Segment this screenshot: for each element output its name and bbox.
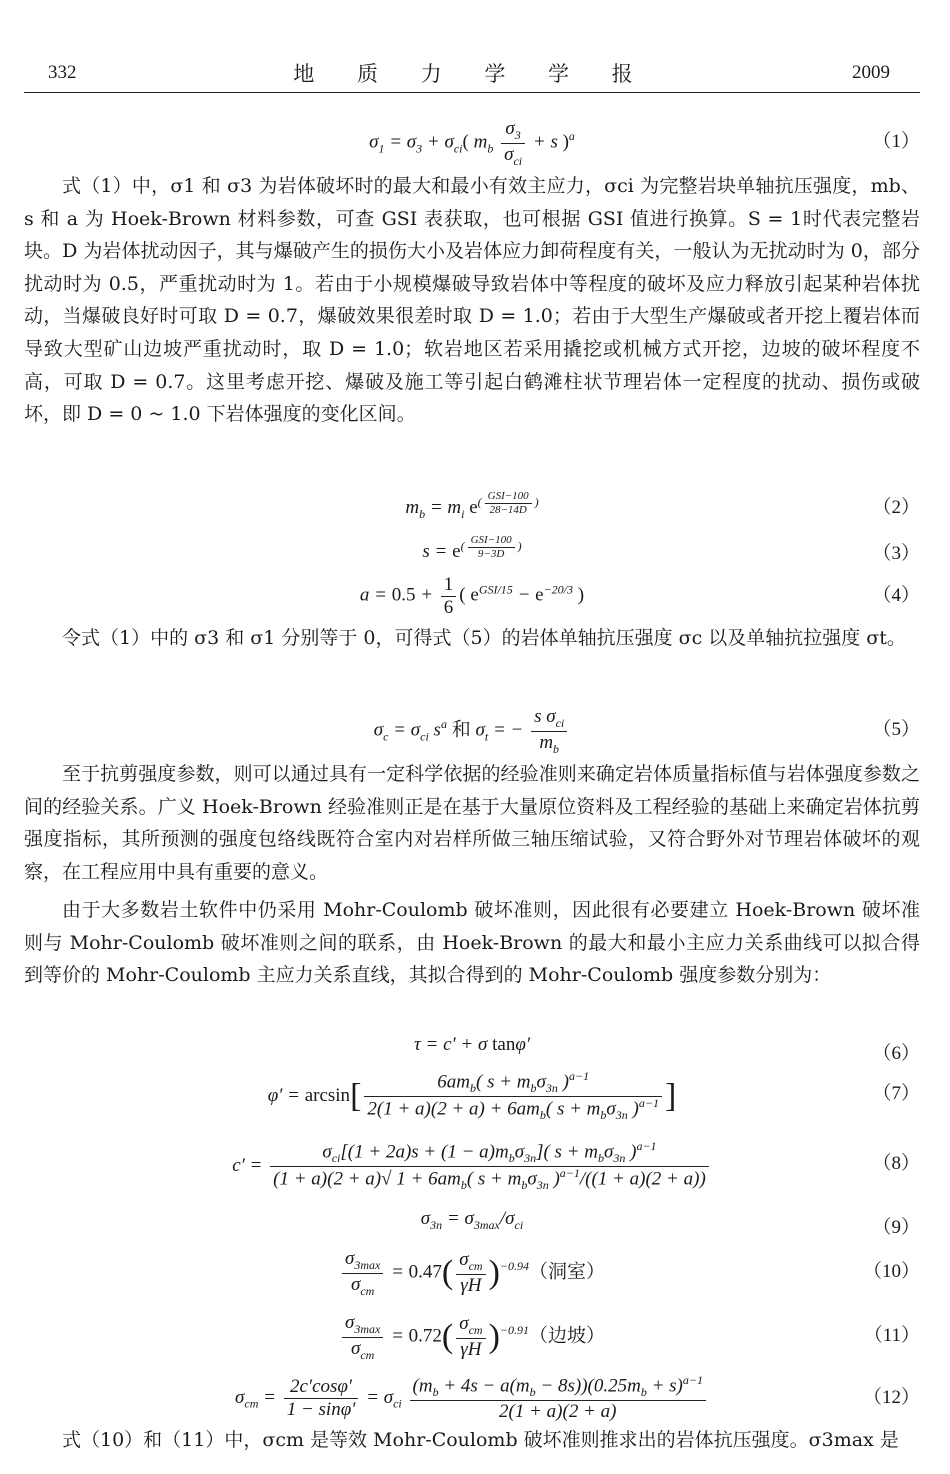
conjunction: 和 <box>451 719 471 741</box>
equation-1: $\sigma_1 = \sigma_3 + \sigma_{ci}$( $m_b$ $\frac{\sigma_3}{\sigma_{ci}}$ + s )$^a$ （1） <box>369 118 920 168</box>
equation-6: τ = c′ + σ tanφ′ （6） <box>413 1034 920 1064</box>
equation-number: （9） <box>872 1217 920 1238</box>
equation-4: a = 0.5 + $\frac{1}{6}$ ( $e^{GSI/15} - e^{-20/3}$ ) （4） <box>359 574 920 618</box>
equation-number: （8） <box>872 1153 920 1174</box>
paragraph-text: 式（1）中，σ1 和 σ3 为岩体破坏时的最大和最小有效主应力，σci 为完整岩块单轴抗压强度，mb、s 和 a 为 Hoek-Brown 材料参数，可查 GSI 表获取，也可根据 GSI 值进行换算。S = 1时代表完整岩块。D 为岩体扰动因子，其与爆破产生的损伤大小及岩体应力卸荷程度有关，一般认为无扰动时为 0，部分扰动时为 0.5，严重扰动时为 1。若由于小规模爆破导致岩体中等程度的破坏及应力释放引起某种岩体扰动，当爆破良好时可取 D = 0.7，爆破效果很差时取 D = 1.0；若由于大型生产爆破或者开挖上覆岩体而导致大型矿山边坡严重扰动时，取 D = 1.0；软岩地区若采用撬挖或机械方式开挖，边坡的破坏程度不高，可取 D = 0.7。这里考虑开挖、爆破及施工等引起白鹤滩柱状节理岩体一定程度的扰动、损伤或破坏，即 D = 0 ~ 1.0 下岩体强度的变化区间。 <box>24 175 920 426</box>
equation-number: （2） <box>872 497 920 518</box>
equation-number: （5） <box>872 719 920 740</box>
equation-12: $\sigma_{cm}$ = $\frac{2c'\cos\varphi'}{1 - \sin\varphi'}$ = $\sigma_{ci}$ $\frac{(m_b + 4s - a(m_b - 8s))(0.25m_b + s)^{a-1}}{2(1 + a)(2 + a)}$ （12） <box>235 1373 920 1422</box>
equation-10: $\frac{\sigma_{3max}}{\sigma_{cm}}$ = 0.47( $\frac{\sigma_{cm}}{\gamma H}$ )$^{-0.94}$（洞室） （10） <box>24 1248 920 1288</box>
equation-number: （3） <box>872 543 920 564</box>
paragraph <box>24 758 920 888</box>
equation-number: （1） <box>872 131 920 152</box>
paragraph <box>24 894 920 992</box>
equation-number: （4） <box>872 585 920 606</box>
equation-number: （11） <box>863 1325 920 1346</box>
equation-number: （6） <box>872 1043 920 1064</box>
paragraph <box>24 1424 920 1457</box>
equation-2: $m_b = m_i$ $e^{( \frac{\text{GSI−100}}{28-14D} )}$ （2） <box>405 490 920 522</box>
paragraph <box>24 170 920 431</box>
paragraph-text: 由于大多数岩土软件中仍采用 Mohr-Coulomb 破坏准则，因此很有必要建立 Hoek-Brown 破坏准则与 Mohr-Coulomb 破坏准则之间的联系，由 Hoek-Brown 的最大和最小主应力关系曲线可以拟合得到等价的 Mohr-Coulomb 主应力关系直线，其拟合得到的 Mohr-Coulomb 强度参数分别为： <box>24 899 920 987</box>
paragraph-text: 令式（1）中的 σ3 和 σ1 分别等于 0，可得式（5）的岩体单轴抗压强度 σc 以及单轴抗拉强度 σt。 <box>62 627 906 649</box>
paragraph-text: 式（10）和（11）中，σcm 是等效 Mohr-Coulomb 破坏准则推求出的岩体抗压强度。σ3max 是 <box>62 1429 899 1451</box>
equation-number: （10） <box>862 1261 920 1282</box>
equation-8: c′ = $\frac{\sigma_{ci}[(1 + 2a)s + (1 - a)m_b\sigma_{3n}]( s + m_b\sigma_{3n} )^{a-1}}{(1 + a)(2 + a)√ 1 + 6am_b( s + m_b\sigma_{3n} )^{a-1}/((1 + a)(2 + a))}$ （8） <box>232 1139 920 1193</box>
equation-11: $\frac{\sigma_{3max}}{\sigma_{cm}}$ = 0.72( $\frac{\sigma_{cm}}{\gamma H}$ )$^{-0.91}$（边坡） （11） <box>24 1312 920 1352</box>
equation-7: φ′ = arcsin[ $\frac{6am_b( s + m_b\sigma_{3n} )^{a-1}}{2(1 + a)(2 + a) + 6am_b( s + m_b\sigma_{3n} )^{a-1}}$ ] （7） <box>267 1069 920 1123</box>
slope-label: （边坡） <box>529 1325 606 1347</box>
cavern-label: （洞室） <box>529 1261 606 1283</box>
equation-9: $\sigma_{3n} = \sigma_{3max}/\sigma_{ci}$ （9） <box>420 1208 920 1238</box>
arcsin-function: arcsin <box>304 1084 351 1106</box>
equation-3: $s = e^{( \frac{\text{GSI−100}}{9-3D} )}$ （3） <box>422 534 920 564</box>
year: 2009 <box>852 62 890 83</box>
page-number: 332 <box>48 62 77 83</box>
paragraph <box>24 622 920 655</box>
running-header <box>24 56 920 93</box>
equation-number: （12） <box>862 1387 920 1408</box>
paragraph-text: 至于抗剪强度参数，则可以通过具有一定科学依据的经验准则来确定岩体质量指标值与岩体强度参数之间的经验关系。广义 Hoek-Brown 经验准则正是在基于大量原位资料及工程经验的基础上来确定岩体抗剪强度指标，其所预测的强度包络线既符合室内对岩样所做三轴压缩试验，又符合野外对节理岩体破坏的观察，在工程应用中具有重要的意义。 <box>24 763 920 883</box>
equation-5: $\sigma_c = \sigma_{ci}$ $s^a$ 和 $\sigma_t$ = − $\frac{s \sigma_{ci}}{m_b}$ （5） <box>373 706 920 756</box>
journal-title: 地 质 力 学 学 报 <box>293 62 651 86</box>
equation-number: （7） <box>872 1083 920 1104</box>
